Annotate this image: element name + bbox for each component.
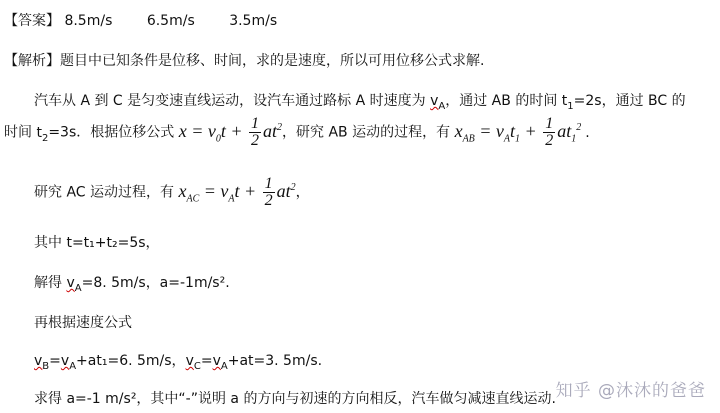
var-t1: $t_1$ bbox=[561, 93, 574, 112]
step2-text-a: 解得 bbox=[34, 275, 67, 291]
analysis-line bbox=[4, 50, 484, 70]
para1-line1 bbox=[34, 90, 686, 112]
answer-value-3: 3.5m/s bbox=[229, 13, 278, 29]
period: . bbox=[585, 124, 590, 141]
formula-xAC: $x_{AC} = v_At$ + $\frac{1}{2}$ $at^2$ bbox=[178, 175, 296, 209]
var-vA-step4a: $v_A$ bbox=[60, 353, 77, 372]
step4-text-a: = bbox=[49, 353, 61, 369]
step4-line bbox=[34, 350, 322, 372]
para1-line2 bbox=[4, 116, 590, 149]
answer-line bbox=[4, 10, 277, 30]
answer-label: 【答案】 bbox=[4, 13, 60, 29]
var-vA-step4b: $v_A$ bbox=[212, 353, 228, 372]
var-vC: $v_C$ bbox=[185, 353, 201, 372]
answer-value-1: 8.5m/s bbox=[64, 13, 113, 29]
conclusion-line: 求得 a=-1 m/s²，其中“-”说明 a 的方向与初速的方向相反，汽车做匀减速直线运动. bbox=[34, 391, 556, 407]
formula-xAB: $x_{AB} = v_At_1$ + $\frac{1}{2}$ $at_1^2$ bbox=[454, 115, 582, 149]
formula-displacement: $x = v_0t$ + $\frac{1}{2}$ $at^2$ bbox=[178, 115, 283, 149]
para1-text-b: ，通过 AB 的时间 bbox=[445, 93, 562, 109]
answer-value-2: 6.5m/s bbox=[146, 13, 195, 29]
var-vA-result: $v_A$ bbox=[66, 275, 82, 294]
var-vB: $v_B$ bbox=[34, 353, 50, 372]
step4-text-c: = bbox=[200, 353, 213, 369]
step1-line: 其中 t=t₁+t₂=5s， bbox=[34, 235, 160, 251]
watermark: 知乎 @沐沐的爸爸 bbox=[555, 381, 706, 401]
para1-text-c: =2s，通过 BC 的 bbox=[573, 93, 686, 109]
para1-text-f: ，研究 AB 运动的过程，有 bbox=[282, 124, 455, 141]
analysis-label: 【解析】 bbox=[4, 53, 60, 69]
var-t2: $t_2$ bbox=[36, 124, 49, 144]
para2-text-b: ， bbox=[295, 184, 310, 201]
para1-text-a: 汽车从 A 到 C 是匀变速直线运动，设汽车通过路标 A 时速度为 bbox=[34, 93, 431, 109]
step2-text-b: =8. 5m/s，a=-1m/s². bbox=[81, 275, 230, 291]
step4-text-d: +at=3. 5m/s. bbox=[227, 353, 323, 369]
var-vA: $v_A$ bbox=[430, 93, 446, 112]
para2-text-a: 研究 AC 运动过程，有 bbox=[34, 184, 179, 201]
para1-text-e: =3s．根据位移公式 bbox=[48, 124, 179, 141]
step3-line: 再根据速度公式 bbox=[34, 315, 132, 331]
para1-text-d: 时间 bbox=[4, 124, 37, 141]
para2-line bbox=[34, 176, 310, 209]
analysis-text: 题目中已知条件是位移、时间，求的是速度，所以可用位移公式求解. bbox=[60, 53, 485, 69]
step2-line bbox=[34, 272, 230, 294]
step4-text-b: +at₁=6. 5m/s， bbox=[76, 353, 186, 369]
